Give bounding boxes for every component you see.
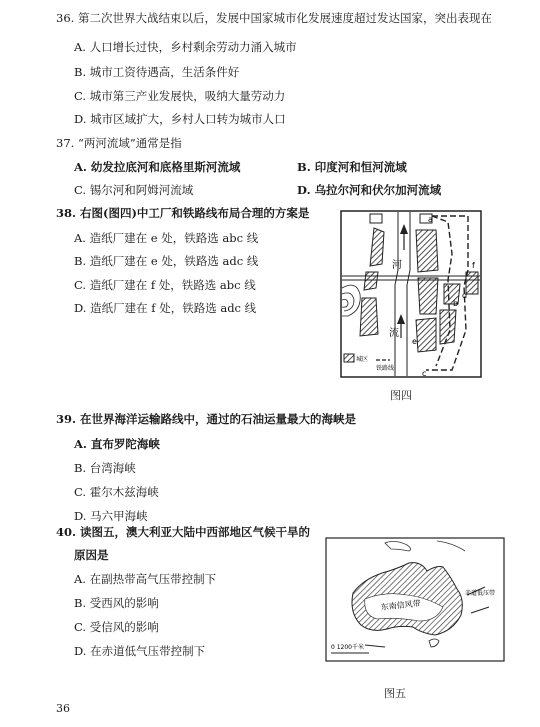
q40-stem-line2: 原因是 <box>74 548 109 562</box>
q40-option-a: A. 在副热带高气压带控制下 <box>74 572 217 586</box>
q37-option-b: B. 印度河和恒河流域 <box>297 160 407 174</box>
label-c: c <box>422 369 427 378</box>
figure5-map <box>325 537 505 662</box>
q38-stem: 38. 右图(图四)中工厂和铁路线布局合理的方案是 <box>56 206 310 220</box>
legend-urban-label: 城区 <box>356 356 369 363</box>
q39-option-c: C. 霍尔木兹海峡 <box>74 485 159 499</box>
label-d: d <box>462 291 468 300</box>
figure4-frame <box>341 211 481 377</box>
q40-option-c: C. 受信风的影响 <box>74 620 159 634</box>
q40-stem-line1: 40. 读图五，澳大利亚大陆中西部地区气候干旱的 <box>56 525 311 539</box>
label-f: f <box>472 261 475 270</box>
side-label: 赤道低压带 <box>465 590 496 597</box>
label-a: a <box>428 215 433 224</box>
q40-option-d: D. 在赤道低气压带控制下 <box>74 644 206 658</box>
q37-option-d: D. 乌拉尔河和伏尔加河流域 <box>297 183 442 197</box>
q38-option-c: C. 造纸厂建在 f 处，铁路选 abc 线 <box>74 278 256 292</box>
q36-option-a: A. 人口增长过快，乡村剩余劳动力涌入城市 <box>74 40 297 54</box>
q37-option-a: A. 幼发拉底河和底格里斯河流域 <box>74 160 241 174</box>
q36-stem: 36. 第二次世界大战结束以后，发展中国家城市化发展速度超过发达国家，突出表现在 <box>56 11 492 25</box>
page-number: 36 <box>56 702 70 715</box>
label-e: e <box>412 337 417 346</box>
figure4-map <box>340 210 482 378</box>
q39-option-d: D. 马六甲海峡 <box>74 509 148 523</box>
scale-label: 0 1200千米 <box>331 644 364 651</box>
figure5-caption: 图五 <box>384 687 406 700</box>
q39-stem: 39. 在世界海洋运输路线中，通过的石油运量最大的海峡是 <box>56 412 357 426</box>
q36-option-c: C. 城市第三产业发展快，吸纳大量劳动力 <box>74 89 286 103</box>
q36-option-d: D. 城市区域扩大，乡村人口转为城市人口 <box>74 112 286 126</box>
q38-option-b: B. 造纸厂建在 e 处，铁路选 adc 线 <box>74 254 259 268</box>
q38-option-d: D. 造纸厂建在 f 处，铁路选 adc 线 <box>74 301 257 315</box>
legend-rail-label: 铁路线 <box>376 365 395 372</box>
map-label: 东南信风带 <box>380 598 421 612</box>
legend-urban-swatch <box>344 354 354 362</box>
q40-option-b: B. 受西风的影响 <box>74 596 159 610</box>
factory-site-f <box>466 272 478 294</box>
q37-option-c: C. 锡尔河和阿姆河流域 <box>74 183 194 197</box>
river-char-2: 流 <box>389 328 399 339</box>
river-char-1: 河 <box>392 260 402 271</box>
figure4-caption: 图四 <box>390 389 412 402</box>
q38-option-a: A. 造纸厂建在 e 处，铁路选 abc 线 <box>74 231 259 245</box>
label-b: b <box>453 299 459 308</box>
q36-option-b: B. 城市工资待遇高，生活条件好 <box>74 65 240 79</box>
q39-option-b: B. 台湾海峡 <box>74 461 136 475</box>
q39-option-a: A. 直布罗陀海峡 <box>74 437 160 451</box>
q37-stem: 37. “两河流域”通常是指 <box>56 136 182 150</box>
